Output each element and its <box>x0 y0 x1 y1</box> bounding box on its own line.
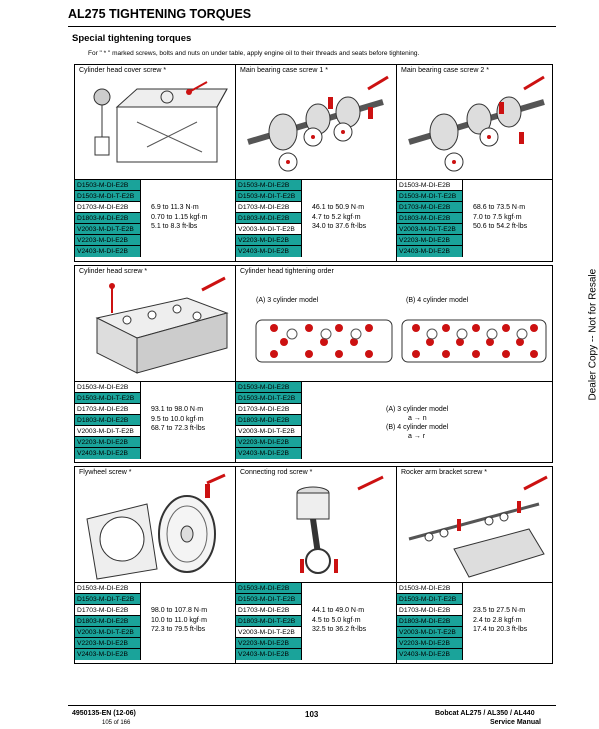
model-code: D1803-M-DI-E2B <box>75 616 141 627</box>
torque-values: 6.9 to 11.3 N·m 0.70 to 1.15 kgf·m 5.1 to 8.3 ft-lbs <box>151 204 208 230</box>
model-code: D1503-M-DI-T-E2B <box>75 191 141 202</box>
model-codes <box>75 180 141 257</box>
model-code: D1503-M-DI-E2B <box>75 382 141 393</box>
model-code: V2003-M-DI-T-E2B <box>75 224 141 235</box>
model-codes <box>236 180 302 257</box>
model-code: D1703-M-DI-E2B <box>236 202 302 213</box>
model-code: V2003-M-DI-T-E2B <box>236 224 302 235</box>
model-code: V2403-M-DI-E2B <box>236 448 302 459</box>
model-codes <box>397 180 463 257</box>
model-code: D1803-M-DI-E2B <box>397 616 463 627</box>
model-code: D1503-M-DI-E2B <box>236 382 302 393</box>
model-code: D1803-M-DI-T-E2B <box>236 616 302 627</box>
torque-values: 44.1 to 49.0 N·m 4.5 to 5.0 kgf·m 32.5 to 36.2 ft-lbs <box>312 607 367 633</box>
model-code: V2203-M-DI-E2B <box>236 437 302 448</box>
model-code: V2403-M-DI-E2B <box>75 649 141 660</box>
oil-note: For " * " marked screws, bolts and nuts on under table, apply engine oil to their threads and seats before tightening. <box>88 50 420 57</box>
model-code: V2403-M-DI-E2B <box>397 246 463 257</box>
manual-name: Service Manual <box>490 719 541 726</box>
model-b-label: (B) 4 cylinder model <box>406 297 469 304</box>
model-code: D1503-M-DI-E2B <box>75 583 141 594</box>
torque-row-1 <box>74 64 553 262</box>
title-rule <box>68 26 556 27</box>
model-codes <box>236 583 302 660</box>
model-code: D1703-M-DI-E2B <box>397 605 463 616</box>
model-code: D1703-M-DI-E2B <box>236 404 302 415</box>
model-code: D1503-M-DI-T-E2B <box>236 191 302 202</box>
page-title: AL275 TIGHTENING TORQUES <box>68 7 252 21</box>
torque-values: 23.5 to 27.5 N·m 2.4 to 2.8 kgf·m 17.4 to 20.3 ft-lbs <box>473 607 528 633</box>
model-code: V2003-M-DI-T-E2B <box>75 627 141 638</box>
model-name: Bobcat AL275 / AL350 / AL440 <box>435 710 535 717</box>
connecting-rod-illustration <box>238 479 394 579</box>
page-number: 103 <box>305 710 319 719</box>
cylinder-head-cover-illustration <box>77 77 233 177</box>
model-code: V2003-M-DI-T-E2B <box>236 426 302 437</box>
model-a-label: (A) 3 cylinder model <box>256 297 319 304</box>
torque-values: 93.1 to 98.0 N·m 9.5 to 10.0 kgf·m 68.7 to 72.3 ft-lbs <box>151 406 206 432</box>
panel-caption: Main bearing case screw 2 * <box>401 67 489 74</box>
model-codes <box>75 382 141 459</box>
model-code: V2203-M-DI-E2B <box>75 235 141 246</box>
model-code: D1503-M-DI-T-E2B <box>75 594 141 605</box>
footer-rule <box>68 705 556 706</box>
torque-row-2 <box>74 265 553 463</box>
model-code: D1503-M-DI-T-E2B <box>397 191 463 202</box>
model-codes <box>236 382 302 459</box>
panel-caption: Cylinder head tightening order <box>240 268 334 275</box>
torque-values: 68.6 to 73.5 N·m 7.0 to 7.5 kgf·m 50.6 to 54.2 ft-lbs <box>473 204 528 230</box>
model-codes <box>397 583 463 660</box>
doc-number: 4950135-EN (12-06) <box>72 710 136 717</box>
panel-caption: Main bearing case screw 1 * <box>240 67 328 74</box>
model-code: V2403-M-DI-E2B <box>236 649 302 660</box>
model-code: D1503-M-DI-E2B <box>397 180 463 191</box>
model-code: V2403-M-DI-E2B <box>397 649 463 660</box>
model-code: D1503-M-DI-E2B <box>236 180 302 191</box>
torque-values: 98.0 to 107.8 N·m 10.0 to 11.0 kgf·m 72.3 to 79.5 ft-lbs <box>151 607 208 633</box>
model-code: V2203-M-DI-E2B <box>236 235 302 246</box>
model-code: D1503-M-DI-E2B <box>397 583 463 594</box>
head-3-cylinder-diagram <box>254 316 394 366</box>
main-bearing-2-illustration <box>399 77 551 177</box>
main-bearing-1-illustration <box>238 77 394 177</box>
model-code: D1803-M-DI-E2B <box>397 213 463 224</box>
model-code: D1503-M-DI-E2B <box>75 180 141 191</box>
rocker-arm-illustration <box>399 479 551 579</box>
model-code: V2203-M-DI-E2B <box>397 638 463 649</box>
flywheel-illustration <box>77 479 233 579</box>
model-code: V2003-M-DI-T-E2B <box>397 224 463 235</box>
model-code: V2203-M-DI-E2B <box>397 235 463 246</box>
model-code: V2003-M-DI-T-E2B <box>75 426 141 437</box>
model-code: D1803-M-DI-E2B <box>75 415 141 426</box>
model-code: D1703-M-DI-E2B <box>397 202 463 213</box>
page-of: 105 of 166 <box>102 720 131 726</box>
model-code: V2003-M-DI-T-E2B <box>236 627 302 638</box>
head-4-cylinder-diagram <box>400 316 548 366</box>
model-code: D1803-M-DI-E2B <box>236 415 302 426</box>
section-subtitle: Special tightening torques <box>72 33 192 44</box>
model-code: D1503-M-DI-T-E2B <box>397 594 463 605</box>
model-code: D1703-M-DI-E2B <box>75 605 141 616</box>
model-code: D1803-M-DI-E2B <box>236 213 302 224</box>
panel-caption: Rocker arm bracket screw * <box>401 469 487 476</box>
model-codes <box>75 583 141 660</box>
model-code: V2403-M-DI-E2B <box>75 448 141 459</box>
cylinder-head-illustration <box>77 278 233 378</box>
model-code: D1503-M-DI-T-E2B <box>236 594 302 605</box>
model-code: D1503-M-DI-E2B <box>236 583 302 594</box>
model-code: D1503-M-DI-T-E2B <box>236 393 302 404</box>
model-code: V2403-M-DI-E2B <box>75 246 141 257</box>
panel-caption: Cylinder head cover screw * <box>79 67 167 74</box>
torque-values: 46.1 to 50.9 N·m 4.7 to 5.2 kgf·m 34.0 to 37.6 ft-lbs <box>312 204 367 230</box>
model-code: V2003-M-DI-T-E2B <box>397 627 463 638</box>
model-code: V2203-M-DI-E2B <box>75 638 141 649</box>
model-code: D1703-M-DI-E2B <box>75 404 141 415</box>
model-code: D1803-M-DI-E2B <box>75 213 141 224</box>
torque-row-3 <box>74 466 553 664</box>
panel-caption: Connecting rod screw * <box>240 469 313 476</box>
model-code: V2203-M-DI-E2B <box>236 638 302 649</box>
model-code: D1703-M-DI-E2B <box>236 605 302 616</box>
model-code: D1503-M-DI-T-E2B <box>75 393 141 404</box>
model-code: V2403-M-DI-E2B <box>236 246 302 257</box>
tightening-sequence: (A) 3 cylinder model a → n (B) 4 cylinder model a → r <box>386 406 449 440</box>
model-code: V2203-M-DI-E2B <box>75 437 141 448</box>
model-code: D1703-M-DI-E2B <box>75 202 141 213</box>
panel-caption: Flywheel screw * <box>79 469 132 476</box>
panel-caption: Cylinder head screw * <box>79 268 148 275</box>
